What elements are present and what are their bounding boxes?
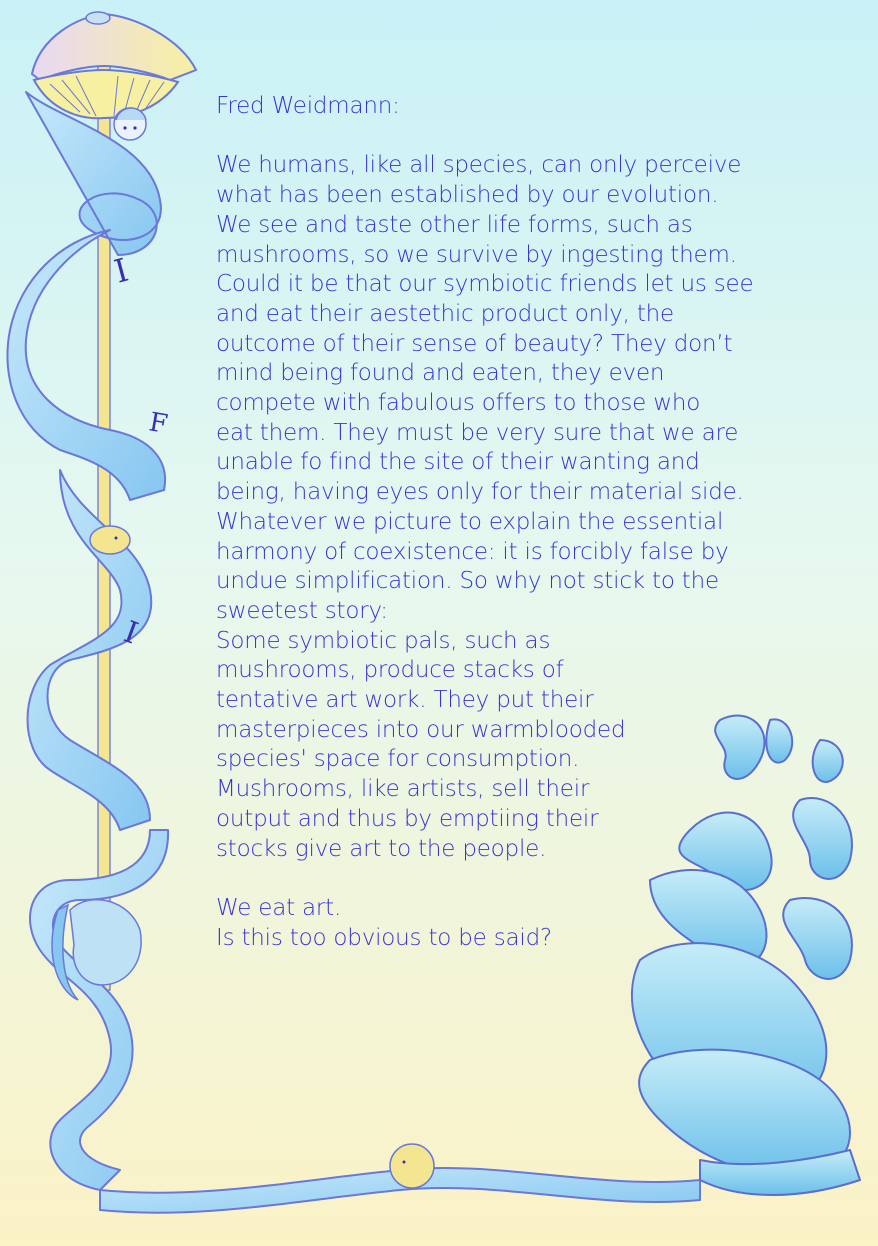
text-line: mind being found and eaten, they even: [216, 360, 665, 387]
text-line: Whatever we picture to explain the essential: [216, 508, 724, 535]
text-line: undue simplification. So why not stick to the: [216, 568, 719, 595]
text-line: unable fo find the site of their wanting and: [216, 449, 700, 476]
mushroom-cap: [32, 12, 196, 118]
text-line: Mushrooms, like artists, sell their: [216, 776, 590, 803]
svg-text:I: I: [119, 614, 143, 652]
text-line: eat them. They must be very sure that we are: [216, 419, 739, 446]
ribbon-letter-2: [147, 407, 170, 440]
text-line: species' space for consumption.: [216, 746, 580, 773]
face-figure-bottom: [390, 1144, 434, 1188]
spacer: [216, 122, 836, 152]
text-line: and eat their aestethic product only, the: [216, 300, 674, 327]
text-line: mushrooms, produce stacks of: [216, 657, 564, 684]
paragraph-main: [216, 151, 836, 864]
text-line: stocks give art to the people.: [216, 835, 547, 862]
text-line: We see and taste other life forms, such as: [216, 211, 693, 238]
text-line: Could it be that our symbiotic friends let us see: [216, 271, 754, 298]
text-line: We humans, like all species, can only perceive: [216, 152, 742, 179]
text-line: harmony of coexistence: it is forcibly false by: [216, 538, 729, 565]
author-line: Fred Weidmann:: [216, 93, 400, 119]
text-line: We eat art.: [216, 894, 342, 921]
text-line: Some symbiotic pals, such as: [216, 627, 551, 654]
text-line: compete with fabulous offers to those who: [216, 390, 701, 417]
text-line: masterpieces into our warmblooded: [216, 716, 626, 743]
poem-text: [216, 92, 836, 953]
ribbon-letter-1: [110, 251, 132, 291]
text-line: what has been established by our evolution.: [216, 182, 719, 209]
paragraph-closing: [216, 894, 836, 953]
text-line: outcome of their sense of beauty? They don’t: [216, 330, 733, 357]
face-figure-middle: [90, 526, 130, 554]
text-line: being, having eyes only for their material side.: [216, 479, 744, 506]
text-line: output and thus by emptiing their: [216, 805, 599, 832]
text-line: mushrooms, so we survive by ingesting them.: [216, 241, 737, 268]
text-line: sweetest story:: [216, 597, 388, 624]
svg-text:I: I: [110, 250, 133, 291]
face-figure-top: [114, 108, 146, 140]
text-line: Is this too obvious to be said?: [216, 924, 552, 951]
text-line: tentative art work. They put their: [216, 687, 594, 714]
svg-text:F: F: [146, 407, 170, 441]
spacer: [216, 864, 836, 894]
